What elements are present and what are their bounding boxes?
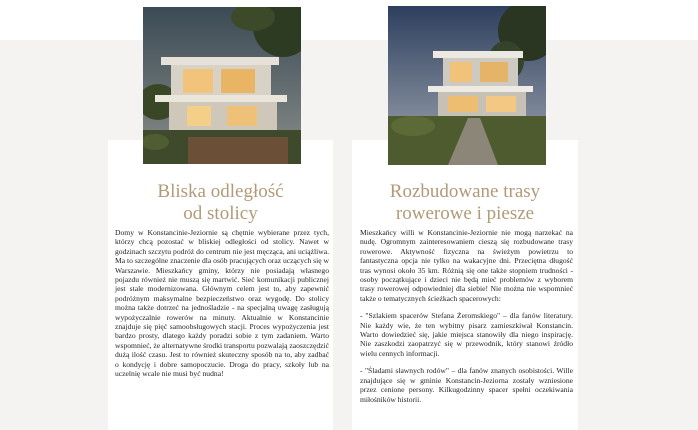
paragraph-famous-families-trail: - "Śladami sławnych rodów" – dla fanów znanych osobistości. Wille znajdujące się w gminie Konstancin-Jeziorna zostały wzniesione przez cenione persony. Kilkugodzinny spacer spełni oczekiwania miłośników historii. <box>360 366 573 404</box>
body-bike-routes <box>360 228 573 412</box>
paragraph-zeromski-trail: - "Szlakiem spacerów Stefana Żeromskiego" – dla fanów literatury. Nie każdy wie, że ten wybitny pisarz zamieszkiwał Konstancin. Warto dowiedzieć się, jakie miejsca stanowiły dla niego inspirację. Nie zaszkodzi zaopatrzyć się w przewodnik, który stanowi źródło wielu cennych informacji. <box>360 311 573 358</box>
villa-photo-right <box>388 6 546 165</box>
title-line-2: rowerowe i piesze <box>395 203 535 224</box>
top-band <box>0 0 698 40</box>
title-bike-routes <box>352 181 578 225</box>
paragraph: Domy w Konstancinie-Jeziornie są chętnie wybierane przez tych, którzy chcą pozostać w bliskiej odległości od stolicy. Nawet w godzinach szczytu podróż do centrum nie jest męcząca, ani uciążliwa. Ma to szczególne znaczenie dla osób pracujących oraz uczących się w Warszawie. Mieszkańcy gminy, którzy nie posiadają własnego pojazdu również nie muszą się martwić. Sieć komunikacji publicznej jest stale modernizowana. Głównym celem jest to, aby zapewnić podróżnym maksymalne bezpieczeństwo oraz wygodę. Do stolicy można także dotrzeć na jednośladzie - na specjalną uwagę zasługują wypożyczalnie rowerów na minuty. Aktualnie w Konstancinie znajduje się pięć samoobsługowych stacji. Proces wypożyczenia jest bardzo prosty, dlatego każdy poradzi sobie z tym zadaniem. Warto wspomnieć, że alternatywne środki transportu pozwalają zaoszczędzić dużą ilość czasu. Jest to również skuteczny sposób na to, aby zadbać o kondycję i dobre samopoczucie. Droga do pracy, szkoły lub na uczelnię wcale nie musi być nudna! <box>115 228 330 379</box>
body-close-to-capital <box>115 228 329 387</box>
title-line-2: od stolicy <box>183 203 258 224</box>
title-line-1: Bliska odległość <box>157 181 284 202</box>
title-close-to-capital <box>108 181 333 225</box>
title-line-1: Rozbudowane trasy <box>389 181 541 202</box>
paragraph-intro: Mieszkańcy willi w Konstancinie-Jeziornie nie mogą narzekać na nudę. Ogromnym zainteresowaniem cieszą się rozbudowane trasy rowerowe. Aktywność fizyczna na świeżym powietrzu to fantastyczna opcja nie tylko na wakacyjne dni. Przeciętna długość tras wynosi około 35 km. Różnią się one także stopniem trudności - osoby początkujące i dzieci nie będą mieć problemów z wyborem trasy rowerowej odpowiedniej dla siebie! Nie można nie wspomnieć także o tematycznych ścieżkach spacerowych: <box>360 228 573 303</box>
villa-photo-left <box>143 7 301 164</box>
